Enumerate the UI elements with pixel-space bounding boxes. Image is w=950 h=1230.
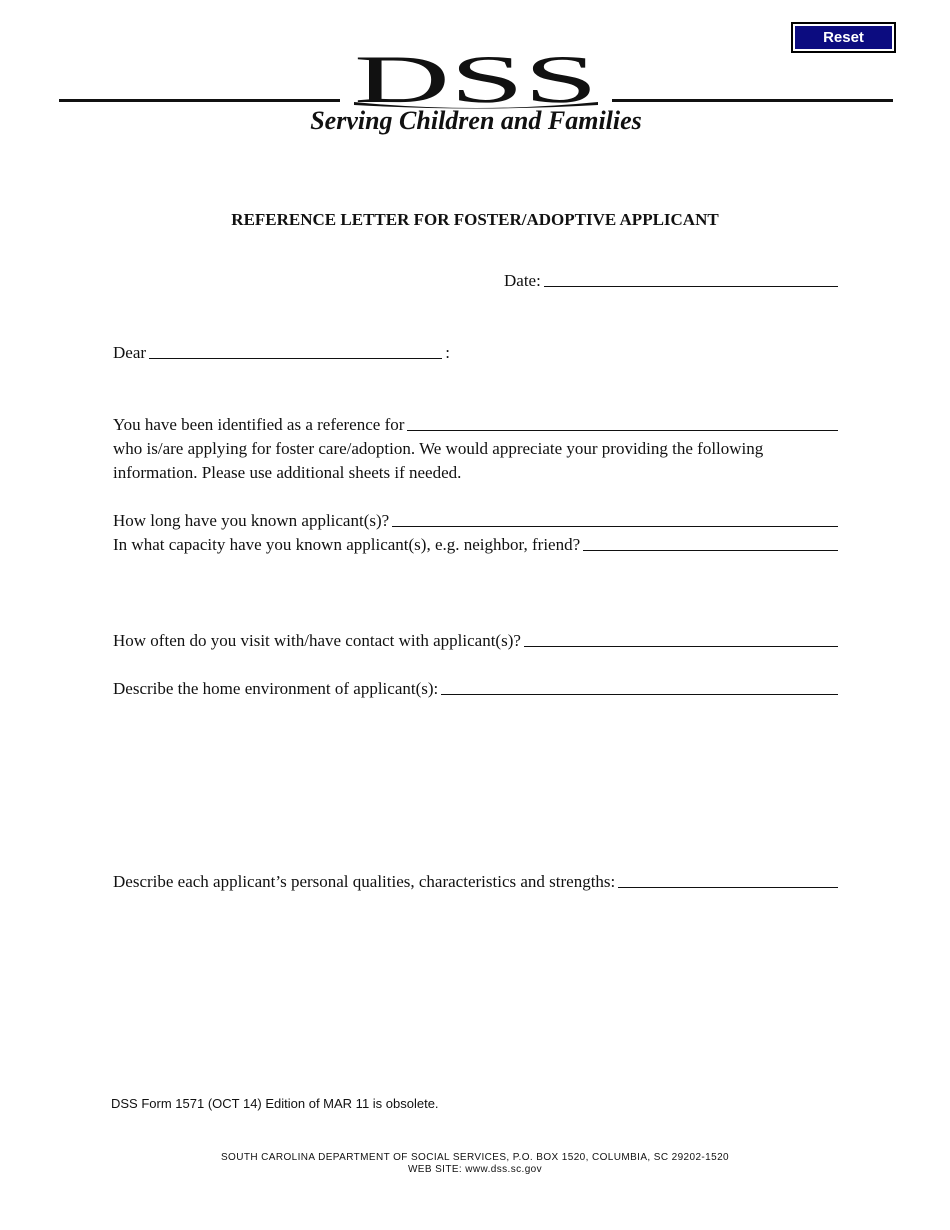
question-row-capacity [113, 533, 838, 555]
reset-button-label: Reset [795, 26, 892, 49]
footer-website: WEB SITE: www.dss.sc.gov [407, 1164, 543, 1175]
page-title: REFERENCE LETTER FOR FOSTER/ADOPTIVE APPLICANT [231, 210, 719, 229]
question-row-personal-qualities [113, 870, 838, 892]
reference-for-row [113, 413, 838, 435]
applicant-name-field[interactable] [407, 412, 838, 431]
question-label: Describe each applicant’s personal qualities, characteristics and strengths: [113, 872, 616, 891]
question-label: In what capacity have you known applicant(s), e.g. neighbor, friend? [113, 535, 581, 554]
footer-address: SOUTH CAROLINA DEPARTMENT OF SOCIAL SERVICES, P.O. BOX 1520, COLUMBIA, SC 29202-1520 [220, 1152, 730, 1163]
question-row-contact-frequency [113, 629, 838, 651]
greeting-suffix: : [445, 343, 450, 362]
reference-for-label: You have been identified as a reference for [113, 415, 405, 434]
greeting-row [113, 341, 453, 363]
personal-qualities-field[interactable] [618, 869, 838, 888]
capacity-field[interactable] [583, 532, 838, 551]
date-field[interactable] [544, 268, 838, 287]
intro-paragraph: who is/are applying for foster care/adoption. We would appreciate your providing the following information. Please use additional sheets if needed. [113, 439, 764, 482]
date-row [504, 269, 838, 291]
home-environment-field[interactable] [441, 676, 838, 695]
header-rule-left [59, 99, 340, 102]
contact-frequency-field[interactable] [524, 628, 838, 647]
known-duration-field[interactable] [392, 508, 838, 527]
question-label: How long have you known applicant(s)? [113, 511, 390, 530]
date-label: Date: [504, 271, 541, 290]
form-number: DSS Form 1571 (OCT 14) Edition of MAR 11 is obsolete. [111, 1096, 439, 1111]
footer [0, 1152, 950, 1176]
header-rule-right [612, 99, 893, 102]
tagline: Serving Children and Families [310, 106, 642, 135]
question-label: Describe the home environment of applicant(s): [113, 679, 439, 698]
question-label: How often do you visit with/have contact with applicant(s)? [113, 631, 521, 650]
reset-button[interactable] [791, 22, 896, 53]
question-row-known-duration [113, 509, 838, 531]
dss-logo [352, 50, 600, 110]
question-row-home-environment [113, 677, 838, 699]
logo-text: DSS [354, 50, 598, 110]
greeting-label: Dear [113, 343, 147, 362]
recipient-name-field[interactable] [149, 340, 442, 359]
